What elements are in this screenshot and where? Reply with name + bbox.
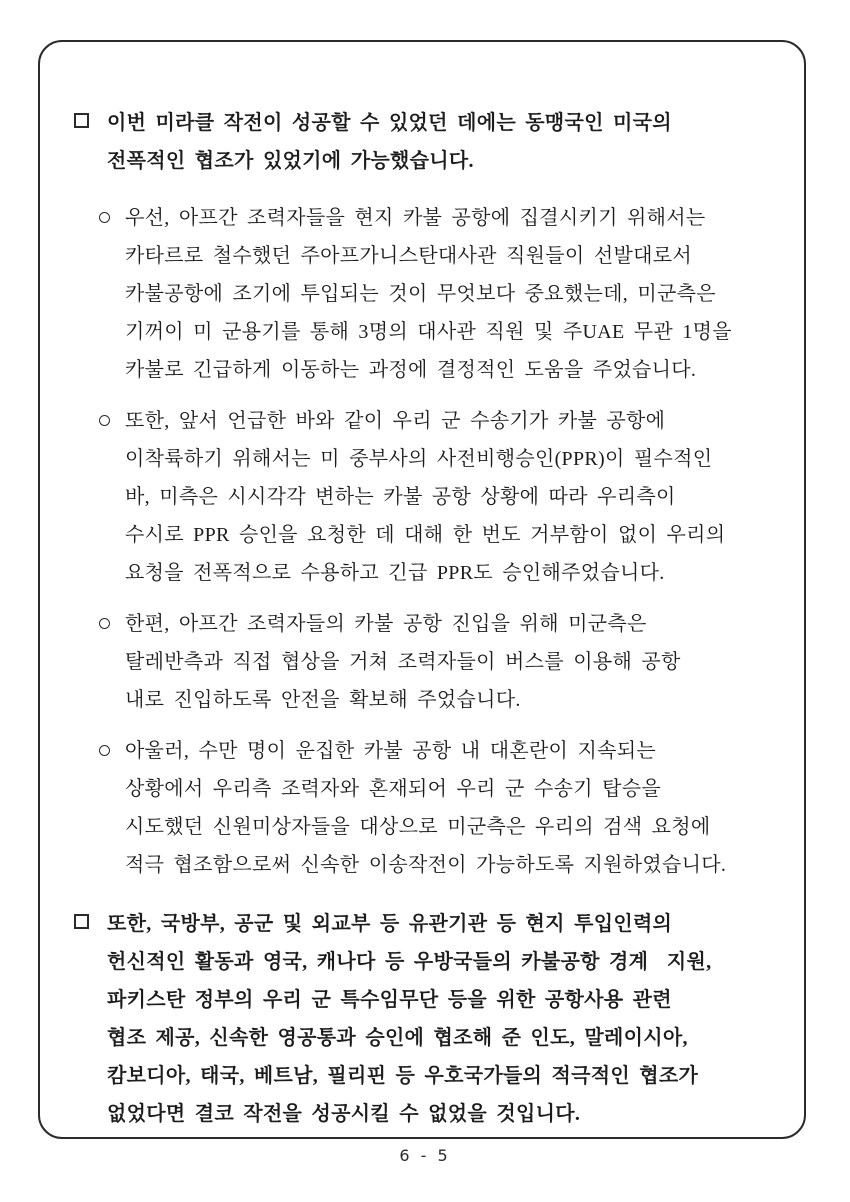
text-line: 카불공항에 조기에 투입되는 것이 무엇보다 중요했는데, 미군측은 (125, 283, 716, 305)
section-us-cooperation-heading (74, 104, 780, 180)
section-other-agencies-heading (74, 905, 780, 1133)
paragraph-text (125, 732, 780, 884)
circle-bullet-icon (99, 402, 125, 426)
text-line: 카타르로 철수했던 주아프가니스탄대사관 직원들이 선발대로서 (125, 245, 692, 267)
text-line: 캄보디아, 태국, 베트남, 필리핀 등 우호국가들의 적극적인 협조가 (107, 1065, 699, 1087)
paragraph-text (125, 402, 780, 592)
text-line: 또한, 앞서 언급한 바와 같이 우리 군 수송기가 카불 공항에 (125, 410, 666, 432)
page-border (38, 40, 806, 1139)
text-line: 이착륙하기 위해서는 미 중부사의 사전비행승인(PPR)이 필수적인 (125, 448, 713, 470)
section-advance-team (99, 199, 780, 389)
paragraph-text (125, 199, 780, 389)
square-bullet-icon (74, 905, 107, 929)
heading-text (107, 905, 780, 1133)
text-line: 기꺼이 미 군용기를 통해 3명의 대사관 직원 및 주UAE 무관 1명을 (125, 321, 732, 343)
text-line: 수시로 PPR 승인을 요청한 데 대해 한 번도 거부함이 없이 우리의 (125, 524, 726, 546)
text-line: 헌신적인 활동과 영국, 캐나다 등 우방국들의 카불공항 경계 지원, (107, 951, 712, 973)
text-line: 요청을 전폭적으로 수용하고 긴급 PPR도 승인해주었습니다. (125, 562, 665, 584)
text-line: 우선, 아프간 조력자들을 현지 카불 공항에 집결시키기 위해서는 (125, 207, 706, 229)
text-line: 아울러, 수만 명이 운집한 카불 공항 내 대혼란이 지속되는 (125, 740, 656, 762)
text-line: 탈레반측과 직접 협상을 거쳐 조력자들이 버스를 이용해 공항 (125, 651, 681, 673)
text-line: 또한, 국방부, 공군 및 외교부 등 유관기관 등 현지 투입인력의 (107, 913, 673, 935)
circle-bullet-icon (99, 732, 125, 756)
text-line: 이번 미라클 작전이 성공할 수 있었던 데에는 동맹국인 미국의 (107, 112, 672, 134)
section-airport-entry (99, 605, 780, 719)
text-line: 바, 미측은 시시각각 변하는 카불 공항 상황에 따라 우리측이 (125, 486, 676, 508)
text-line: 전폭적인 협조가 있었기에 가능했습니다. (107, 150, 474, 172)
square-bullet-icon (74, 104, 107, 128)
text-line: 협조 제공, 신속한 영공통과 승인에 협조해 준 인도, 말레이시아, (107, 1027, 688, 1049)
circle-bullet-icon (99, 605, 125, 629)
text-line: 한편, 아프간 조력자들의 카불 공항 진입을 위해 미군측은 (125, 613, 647, 635)
text-line: 상황에서 우리측 조력자와 혼재되어 우리 군 수송기 탑승을 (125, 778, 661, 800)
text-line: 파키스탄 정부의 우리 군 특수임무단 등을 위한 공항사용 관련 (107, 989, 672, 1011)
section-ppr-approval (99, 402, 780, 592)
paragraph-text (125, 605, 780, 719)
text-line: 카불로 긴급하게 이동하는 과정에 결정적인 도움을 주었습니다. (125, 359, 697, 381)
text-line: 시도했던 신원미상자들을 대상으로 미군측은 우리의 검색 요청에 (125, 816, 711, 838)
heading-text (107, 104, 780, 180)
page-number: 6 - 5 (399, 1146, 451, 1165)
text-line: 적극 협조함으로써 신속한 이송작전이 가능하도록 지원하였습니다. (125, 854, 727, 876)
text-line: 없었다면 결코 작전을 성공시킬 수 없었을 것입니다. (107, 1103, 581, 1125)
section-screening-support (99, 732, 780, 884)
text-line: 내로 진입하도록 안전을 확보해 주었습니다. (125, 689, 521, 711)
circle-bullet-icon (99, 199, 125, 223)
